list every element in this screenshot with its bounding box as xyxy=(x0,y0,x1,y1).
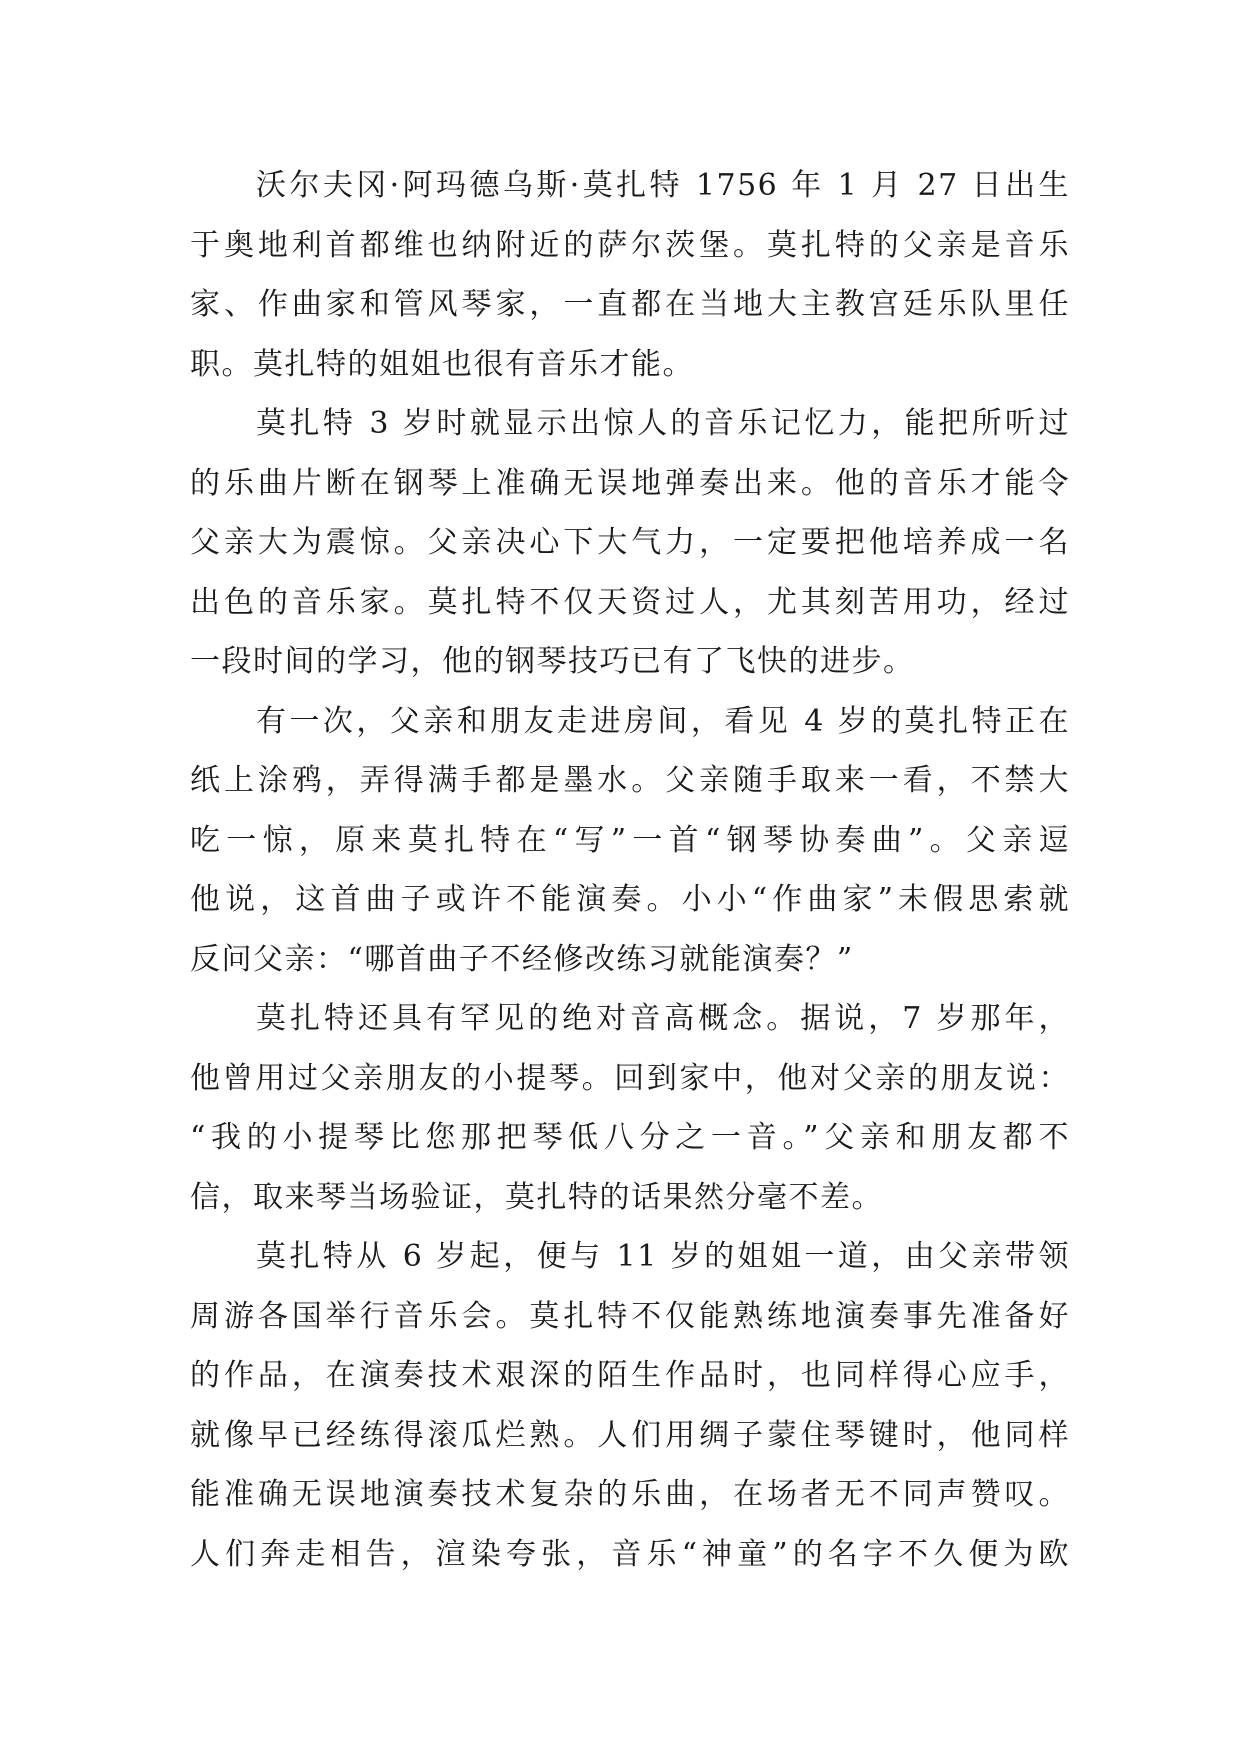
text-line: 出色的音乐家。莫扎特不仅天资过人，尤其刻苦用功，经过 xyxy=(190,584,1070,620)
text-line: 的乐曲片断在钢琴上准确无误地弹奏出来。他的音乐才能令 xyxy=(190,465,1070,501)
text-line: 职。莫扎特的姐姐也很有音乐才能。 xyxy=(190,346,694,382)
text-line: 的作品，在演奏技术艰深的陌生作品时，也同样得心应手， xyxy=(190,1358,1070,1393)
text-line: 一段时间的学习，他的钢琴技巧已有了飞快的进步。 xyxy=(190,644,915,679)
text-line: 吃一惊，原来莫扎特在“写”一首“钢琴协奏曲”。父亲逗 xyxy=(190,822,1070,858)
text-line: 家、作曲家和管风琴家，一直都在当地大主教宫廷乐队里任 xyxy=(190,287,1070,322)
paragraph-4 xyxy=(190,989,1070,1227)
text-line: 莫扎特从 6 岁起，便与 11 岁的姐姐一道，由父亲带领 xyxy=(256,1239,1070,1274)
paragraph-5 xyxy=(190,1227,1070,1584)
text-line: 信，取来琴当场验证，莫扎特的话果然分毫不差。 xyxy=(190,1179,883,1215)
text-line: 他说，这首曲子或许不能演奏。小小“作曲家”未假思索就 xyxy=(190,882,1070,917)
text-line: 反问父亲：“哪首曲子不经修改练习就能演奏？” xyxy=(190,941,854,977)
text-line: 他曾用过父亲朋友的小提琴。回到家中，他对父亲的朋友说： xyxy=(190,1060,1070,1096)
text-line: 于奥地利首都维也纳附近的萨尔茨堡。莫扎特的父亲是音乐 xyxy=(190,227,1070,263)
text-line: 纸上涂鸦，弄得满手都是墨水。父亲随手取来一看，不禁大 xyxy=(190,763,1070,798)
text-line: 父亲大为震惊。父亲决心下大气力，一定要把他培养成一名 xyxy=(190,525,1070,560)
text-line: 有一次，父亲和朋友走进房间，看见 4 岁的莫扎特正在 xyxy=(256,703,1070,739)
text-line: 人们奔走相告，渲染夸张，音乐“神童”的名字不久便为欧 xyxy=(190,1536,1070,1572)
text-line: 就像早已经练得滚瓜烂熟。人们用绸子蒙住琴键时，他同样 xyxy=(190,1417,1070,1453)
paragraph-3 xyxy=(190,692,1070,990)
article-body xyxy=(190,156,1070,1584)
text-line: 能准确无误地演奏技术复杂的乐曲，在场者无不同声赞叹。 xyxy=(190,1477,1070,1512)
text-line: 周游各国举行音乐会。莫扎特不仅能熟练地演奏事先准备好 xyxy=(190,1298,1070,1334)
text-line: 沃尔夫冈·阿玛德乌斯·莫扎特 1756 年 1 月 27 日出生 xyxy=(256,168,1070,203)
paragraph-1 xyxy=(190,156,1070,394)
text-line: 莫扎特还具有罕见的绝对音高概念。据说，7 岁那年， xyxy=(256,1001,1070,1036)
text-line: “我的小提琴比您那把琴低八分之一音。”父亲和朋友都不 xyxy=(190,1120,1070,1155)
text-line: 莫扎特 3 岁时就显示出惊人的音乐记忆力，能把所听过 xyxy=(256,406,1070,441)
paragraph-2 xyxy=(190,394,1070,692)
